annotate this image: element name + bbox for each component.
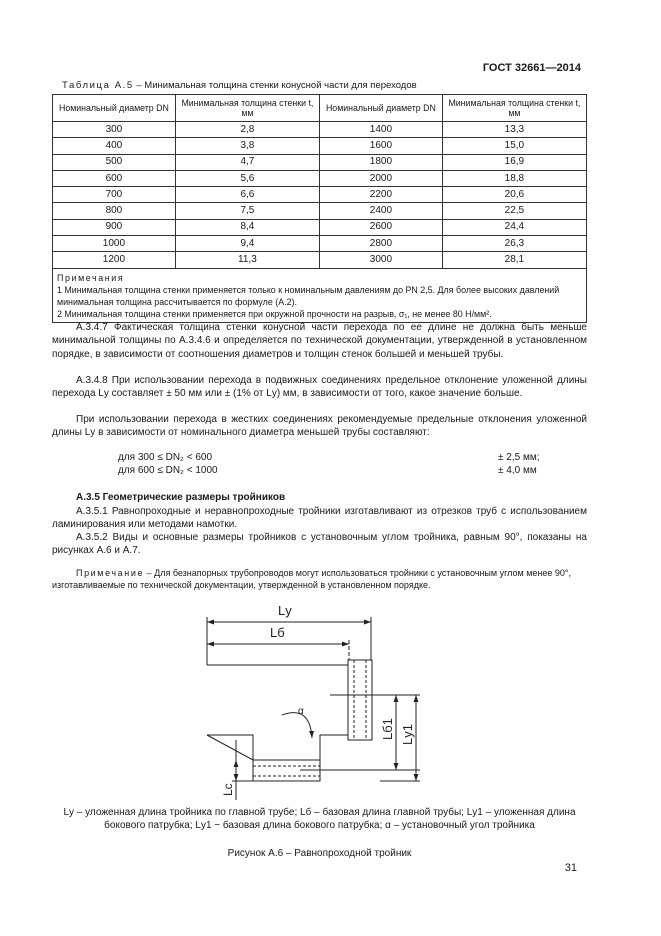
- table-cell: 2400: [319, 203, 442, 219]
- table-cell: 24,4: [442, 219, 586, 235]
- table-cell: 15,0: [442, 138, 586, 154]
- note-text: – Для безнапорных трубопроводов могут использоваться тройники с установочным углом менее 90°, изготавливаемые по технической документации, утвержденной в установленном порядке.: [52, 568, 572, 590]
- table-cell: 1400: [319, 122, 442, 138]
- table-cell: 1200: [53, 252, 176, 268]
- table-cell: 13,3: [442, 122, 586, 138]
- table-cell: 28,1: [442, 252, 586, 268]
- table-cell: 900: [53, 219, 176, 235]
- table-cell: 22,5: [442, 203, 586, 219]
- note-1: 1 Минимальная толщина стенки применяется только к номинальным давлениям до PN 2,5. Для более высоких давлений минимальная толщина рассчитывается по формуле (А.2).: [57, 284, 560, 307]
- table-cell: 800: [53, 203, 176, 219]
- table-cell: 8,4: [175, 219, 319, 235]
- label-lb: Lб: [270, 625, 285, 640]
- header-thickness-2: Минимальная толщина стенки t, мм: [442, 95, 586, 122]
- table-cell: 26,3: [442, 236, 586, 252]
- table-cell: 1600: [319, 138, 442, 154]
- page-number: 31: [564, 862, 577, 874]
- paragraph-a352: А.3.5.2 Виды и основные размеры тройников с установочным углом тройника, равным 90°, показаны на рисунках А.6 и А.7.: [52, 532, 587, 557]
- header-dn-2: Номинальный диаметр DN: [319, 95, 442, 122]
- table-cell: 500: [53, 154, 176, 170]
- table-cell: 9,4: [175, 236, 319, 252]
- tee-main-body: [207, 665, 350, 760]
- tolerance-range-2: для 600 ≤ DN₂ < 1000: [118, 465, 218, 476]
- tolerance-value-1: ± 2,5 мм;: [498, 452, 540, 463]
- table-caption-text: – Минимальная толщина стенки конусной части для переходов: [133, 80, 417, 91]
- header-thickness-1: Минимальная толщина стенки t, мм: [175, 95, 319, 122]
- table-cell: 5,6: [175, 170, 319, 186]
- label-ly: Lу: [278, 603, 292, 618]
- table-cell: 1000: [53, 236, 176, 252]
- table-cell: 2600: [319, 219, 442, 235]
- table-cell: 2,8: [175, 122, 319, 138]
- tolerance-range-1: для 300 ≤ DN₂ < 600: [118, 452, 212, 463]
- table-cell: 1800: [319, 154, 442, 170]
- header-dn-1: Номинальный диаметр DN: [53, 95, 176, 122]
- paragraph-a348: А.3.4.8 При использовании перехода в подвижных соединениях предельное отклонение уложенной длины перехода Lу составляет ± 50 мм или ± (1% от Lу) мм, в зависимости от того, какое значение больше.: [52, 375, 587, 400]
- table-caption-prefix: Таблица А.5: [62, 80, 134, 91]
- alpha-angle-arc: [282, 713, 312, 738]
- figure-legend: Lу – уложенная длина тройника по главной трубе; Lб – базовая длина главной трубы; Lу1 – уложенная длина бокового патрубка; Lу1 − базовая длина бокового патрубка; α – установочный угол тройника: [63, 807, 576, 832]
- table-cell: 2200: [319, 187, 442, 203]
- tolerance-value-2: ± 4,0 мм: [498, 465, 537, 476]
- document-header: ГОСТ 32661—2014: [482, 62, 581, 74]
- table-cell: 400: [53, 138, 176, 154]
- note-2: 2 Минимальная толщина стенки применяется при окружной прочности на разрыв, σ₁, не менее 80 Н/мм².: [57, 308, 492, 319]
- table-cell: 2000: [319, 170, 442, 186]
- table-cell: 7,5: [175, 203, 319, 219]
- table-cell: 2800: [319, 236, 442, 252]
- table-cell: 300: [53, 122, 176, 138]
- paragraph-a351: А.3.5.1 Равнопроходные и неравнопроходные тройники изготавливают из отрезков труб с использованием ламинирования или методами намотки.: [52, 506, 587, 531]
- notes-title: Примечания: [57, 272, 125, 283]
- table-cell: 16,9: [442, 154, 586, 170]
- paragraph-rigid: При использовании перехода в жестких соединениях рекомендуемые предельные отклонения уложенной длины Lу в зависимости от номинального диаметра меньшей трубы составляют:: [52, 414, 587, 439]
- table-cell: 3,8: [175, 138, 319, 154]
- table-cell: 20,6: [442, 187, 586, 203]
- tee-right-socket: [348, 660, 372, 740]
- label-ly1: Lу1: [400, 724, 415, 745]
- label-alpha: α: [298, 706, 304, 717]
- table-cell: 18,8: [442, 170, 586, 186]
- section-title: А.3.5 Геометрические размеры тройников: [76, 492, 286, 503]
- table-cell: 600: [53, 170, 176, 186]
- table-cell: 700: [53, 187, 176, 203]
- label-lc: Lс: [221, 783, 235, 796]
- figure-caption: Рисунок А.6 – Равнопроходной тройник: [227, 848, 412, 859]
- note-label: Примечание: [76, 568, 145, 578]
- table-cell: 4,7: [175, 154, 319, 170]
- table-cell: 11,3: [175, 252, 319, 268]
- table-cell: 3000: [319, 252, 442, 268]
- paragraph-a347: А.3.4.7 Фактическая толщина стенки конусной части перехода по ее длине не должна быть меньше минимальной толщины по А.3.4.6 и определяется по технической документации, утвержденной в установленном порядке, в зависимости от соотношения диаметров и толщин стенок большей и меньшей трубы.: [52, 322, 587, 360]
- label-lb1: Lб1: [380, 718, 395, 740]
- table-cell: 6,6: [175, 187, 319, 203]
